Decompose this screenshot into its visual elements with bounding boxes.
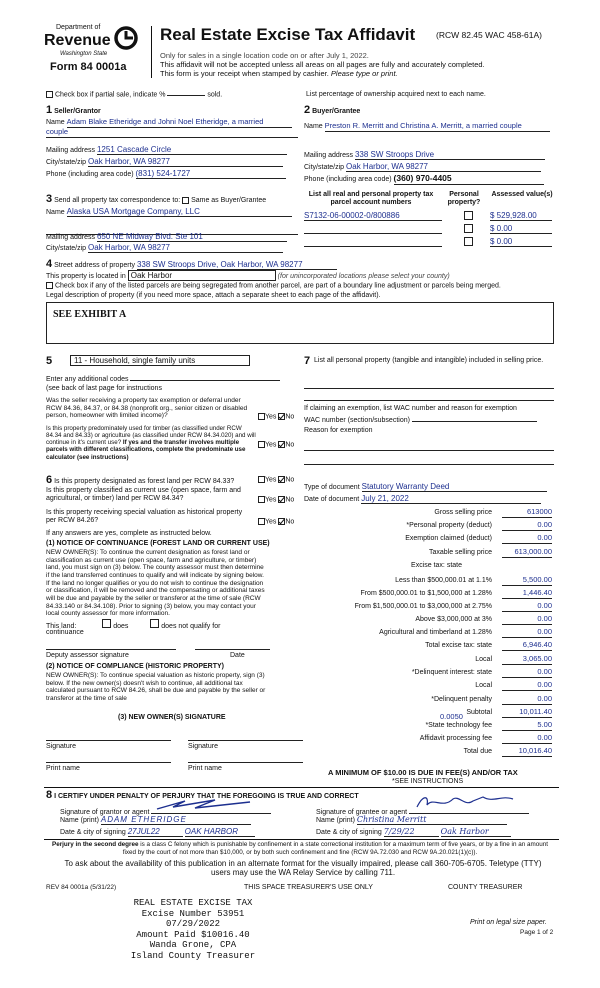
signature-label: Signature (46, 743, 76, 750)
this-land-row: This land: does does not qualify for (46, 619, 220, 631)
personal-property-list-label: List all personal property (tangible and intangible) included in selling price. (314, 357, 544, 364)
tax-row (312, 549, 552, 562)
grantee-date-field[interactable]: 7/29/22 (384, 827, 439, 837)
parcel-account-field[interactable]: S7132-06-00002-0/800886 (304, 211, 442, 221)
correspondence-city-row: City/state/zip Oak Harbor, WA 98277 (46, 243, 298, 253)
tax-row (312, 642, 552, 655)
seller-city-row: City/state/zip Oak Harbor, WA 98277 (46, 157, 298, 167)
continuance-label: continuance (46, 629, 84, 636)
see-instructions-note: *SEE INSTRUCTIONS (392, 778, 464, 785)
grantee-signature-mark (413, 793, 523, 813)
treasurer-stamp (108, 898, 278, 962)
stamp-line: 07/29/2022 (165, 919, 220, 930)
legal-paper-note: Print on legal size paper. (470, 919, 547, 926)
personal-property-checkbox[interactable] (464, 224, 473, 233)
assessed-value-field[interactable]: $ 0.00 (490, 224, 552, 234)
street-address-field[interactable]: 338 SW Stroops Drive, Oak Harbor, WA 98277 (137, 260, 337, 270)
personal-property-checkbox[interactable] (464, 237, 473, 246)
certify-statement: 8 I CERTIFY UNDER PENALTY OF PERJURY THAT THE FOREGOING IS TRUE AND CORRECT (46, 789, 359, 801)
tax-row-value[interactable]: 613000 (502, 508, 552, 518)
notice-compliance-title: (2) NOTICE OF COMPLIANCE (HISTORIC PROPERTY) (46, 663, 224, 670)
tax-row (312, 748, 552, 761)
tax-row-value[interactable]: 5,500.00 (502, 576, 552, 586)
tax-row-label: *Delinquent penalty (431, 696, 492, 703)
parcel-header-personal: Personal property? (447, 191, 481, 207)
header-note1: Only for sales in a single location code on or after July 1, 2022. (160, 51, 369, 60)
tax-row-label: Affidavit processing fee (419, 735, 492, 742)
forest-answer: Yes No (258, 476, 294, 484)
additional-codes-row: Enter any additional codes (46, 376, 280, 384)
stamp-line: Amount Paid $10016.40 (136, 929, 250, 940)
tax-row-value[interactable]: 6,946.40 (502, 641, 552, 651)
additional-codes-field[interactable] (130, 380, 280, 381)
tax-row-label: Local (475, 656, 492, 663)
exemption-reason-label: Reason for exemption (304, 427, 373, 434)
document-date-field[interactable]: July 21, 2022 (361, 494, 541, 504)
forest-question: 6 Is this property designated as forest land per RCW 84.33? (46, 474, 235, 486)
document-date-row: Date of document July 21, 2022 (304, 494, 541, 504)
tax-row-label: From $1,500,000.01 to $3,000,000 at 2.75% (354, 603, 492, 610)
seller-mailing-field[interactable]: 1251 Cascade Circle (97, 145, 287, 155)
footer-divider (44, 839, 559, 840)
correspondence-mailing-row: Mailing address 650 NE Midway Blvd. Ste 101 (46, 232, 298, 242)
current-use-yes-checkbox[interactable] (258, 496, 265, 503)
minimum-due-note: A MINIMUM OF $10.00 IS DUE IN FEE(S) AND/OR TAX (328, 768, 518, 777)
partial-sale-row (46, 91, 222, 99)
grantor-city-field[interactable]: OAK HARBOR (185, 827, 255, 837)
legal-description-field[interactable] (46, 302, 554, 344)
buyer-mailing-field[interactable]: 338 SW Stroops Drive (355, 150, 545, 160)
notice-compliance-text: NEW OWNER(S): To continue special valuation as historic property, sign (3) below. If the new owner(s) doesn't wish to continue, all additional tax calculated pursuant to RCW 84.26, shall be due and payable by the seller or transferor at the time of sale (46, 672, 266, 702)
if-yes-note: If any answers are yes, complete as instructed below. (46, 530, 212, 537)
historical-answer: Yes No (258, 518, 294, 526)
historical-no-checkbox[interactable] (278, 518, 285, 525)
exemption-reason-line[interactable] (304, 442, 554, 451)
seller-phone-row: Phone (including area code) (831) 524-1727 (46, 169, 298, 179)
segregated-checkbox[interactable] (46, 282, 53, 289)
partial-sale-pct-field[interactable] (167, 95, 205, 96)
timber-yes-checkbox[interactable] (258, 441, 265, 448)
assessed-value-field[interactable]: $ 529,928.00 (490, 211, 552, 221)
exemption-label: If claiming an exemption, list WAC number and reason for exemption (304, 405, 517, 412)
grantor-signature-row: Signature of grantor or agent (60, 803, 271, 817)
forest-yes-checkbox[interactable] (258, 476, 265, 483)
deferral-question: Was the seller receiving a property tax exemption or deferral under RCW 84.36, 84.37, or 84.38 (nonprofit org., senior citizen or disabled person, homeowner with limited income)? (46, 397, 248, 420)
wac-number-field[interactable] (412, 421, 537, 422)
tax-row-label: Total due (463, 748, 492, 755)
grantee-name-row: Name (print) Christina Merritt (316, 815, 507, 825)
grantor-date-row: Date & city of signing 27JUL22 OAK HARBOR (60, 827, 255, 837)
tax-row-value[interactable]: 10,016.40 (502, 747, 552, 757)
grantee-date-row: Date & city of signing 7/29/22 Oak Harbor (316, 827, 511, 837)
revenue-logo-icon (114, 26, 138, 50)
current-use-no-checkbox[interactable] (278, 496, 285, 503)
print-name-label: Print name (46, 765, 80, 772)
document-type-row: Type of document Statutory Warranty Deed (304, 482, 547, 492)
tax-row-value[interactable]: 0.00 (502, 521, 552, 531)
tax-row-value[interactable]: 0.00 (502, 534, 552, 544)
header-note2: This affidavit will not be accepted unless all areas on all pages are fully and accurately completed. (160, 60, 485, 69)
tax-row-value[interactable]: 3,065.00 (502, 655, 552, 665)
buyer-mailing-row: Mailing address 338 SW Stroops Drive (304, 150, 554, 160)
treasurer-space-label: THIS SPACE TREASURER'S USE ONLY (244, 884, 373, 891)
dept-line1: Department of (56, 24, 101, 31)
correspondence-mailing-field[interactable]: 650 NE Midway Blvd. Ste 101 (97, 232, 287, 242)
timber-question: Is this property predominately used for timber (as classified under RCW 84.34 and 84.33) or agriculture (as classified under RCW 84.34.020) and will continue in it's current use? If yes and the transfer involves multiple parcels with different classifications, complete the predominate use calculator (see instructions) (46, 425, 256, 461)
seller-city-field[interactable]: Oak Harbor, WA 98277 (88, 157, 283, 167)
seller-name-field[interactable]: Adam Blake Etheridge and Johni Noel Etheridge, a married (67, 118, 292, 128)
tax-row-label: Total excise tax: state (425, 642, 492, 649)
location-select[interactable]: Oak Harbor (128, 270, 276, 281)
tax-row-value[interactable]: 0.00 (502, 628, 552, 638)
tax-row-label: Local (475, 682, 492, 689)
tax-row-label: Exemption claimed (deduct) (405, 535, 492, 542)
seller-phone-field[interactable]: (831) 524-1727 (136, 169, 286, 179)
grantor-name-row: Name (print) ADAM ETHERIDGE (60, 815, 251, 825)
stamp-line: Excise Number 53951 (141, 908, 245, 919)
county-treasurer-label: COUNTY TREASURER (448, 884, 523, 891)
notice-continuance-title: (1) NOTICE OF CONTINUANCE (FOREST LAND OR CURRENT USE) (46, 540, 270, 547)
deputy-date-line[interactable] (195, 645, 270, 650)
tax-row-value[interactable]: 10,011.40 (502, 708, 552, 718)
land-does-not-checkbox[interactable] (150, 619, 159, 628)
correspondence-name-row: Name Alaska USA Mortgage Company, LLC (46, 207, 298, 217)
tax-row (312, 562, 552, 575)
buyer-name-field[interactable]: Preston R. Merritt and Christina A. Merritt, a married couple (325, 122, 550, 132)
buyer-phone-field[interactable]: (360) 970-4405 (394, 174, 544, 185)
header-note3: This form is your receipt when stamped by cashier. Please type or print. (160, 69, 398, 78)
parcel-row (304, 224, 554, 236)
parcel-account-field[interactable] (304, 237, 442, 247)
forest-no-checkbox[interactable] (278, 476, 285, 483)
tax-row-label: Taxable selling price (428, 549, 492, 556)
parcel-row (304, 211, 554, 223)
new-owner-signature-line[interactable] (46, 738, 171, 741)
stamp-line: Wanda Grone, CPA (149, 940, 237, 951)
revision-label: REV 84 0001a (5/31/22) (46, 884, 117, 891)
dept-state: Washington State (60, 51, 108, 57)
tax-row-label: From $500,000.01 to $1,500,000 at 1.28% (360, 590, 492, 597)
grantor-name-field[interactable]: ADAM ETHERIDGE (101, 815, 251, 825)
buyer-city-field[interactable]: Oak Harbor, WA 98277 (346, 162, 541, 172)
local-rate-value: 0.0050 (440, 712, 463, 721)
land-use-select[interactable]: 11 - Household, single family units (70, 355, 250, 366)
timber-answer: Yes No (258, 441, 294, 449)
personal-property-checkbox[interactable] (464, 211, 473, 220)
header-divider (151, 26, 152, 78)
tax-row-label: Excise tax: state (411, 562, 462, 569)
correspondence-city-field[interactable]: Oak Harbor, WA 98277 (88, 243, 283, 253)
seller-name-row: Name Adam Blake Etheridge and Johni Noel Etheridge, a married (46, 118, 298, 128)
print-name-line[interactable] (188, 760, 303, 763)
buyer-heading: 2 Buyer/Grantee (304, 104, 361, 116)
partial-sale-sold-label: sold. (207, 91, 223, 99)
grantee-name-field[interactable]: Christina Merritt (357, 815, 507, 825)
grantee-city-field[interactable]: Oak Harbor (441, 827, 511, 837)
land-does-checkbox[interactable] (102, 619, 111, 628)
page-number: Page 1 of 2 (520, 929, 554, 936)
tax-row-label: Less than $500,000.01 at 1.1% (395, 577, 492, 584)
section8-divider (44, 787, 559, 788)
form-number: Form 84 0001a (50, 61, 127, 73)
parcel-account-field[interactable] (304, 224, 442, 234)
deferral-answer: Yes No (258, 413, 294, 421)
parcel-row (304, 237, 554, 249)
deputy-date-label: Date (230, 652, 245, 659)
same-as-buyer-checkbox[interactable] (182, 197, 189, 204)
street-address-row: 4 Street address of property 338 SW Stroops Drive, Oak Harbor, WA 98277 (46, 258, 337, 271)
tax-row-value[interactable]: 0.00 (502, 602, 552, 612)
tax-row-label: *State technology fee (425, 722, 492, 729)
stamp-line: REAL ESTATE EXCISE TAX (133, 898, 253, 908)
tax-row-value[interactable]: 0.00 (502, 668, 552, 678)
deputy-signature-label: Deputy assessor signature (46, 652, 129, 659)
tax-row-label: *Delinquent interest: state (411, 669, 492, 676)
new-owner-signature-line[interactable] (188, 738, 303, 741)
personal-property-line[interactable] (304, 380, 554, 389)
print-name-line[interactable] (46, 760, 171, 763)
current-use-answer: Yes No (258, 496, 294, 504)
print-name-label: Print name (188, 765, 222, 772)
exemption-reason-line[interactable] (304, 456, 554, 465)
perjury-notice: Perjury in the second degree is a class C felony which is punishable by confinement in a state correctional institution for a maximum term of five years, or by a fine in an amount fixed by the court of not more than $10,000, or by both such confinement and fine (RCW 9A.72.030 and RCW 9A.20.021(1)(c)). (52, 841, 548, 856)
parcel-header-assessed: Assessed value(s) (491, 191, 553, 198)
tax-row (312, 682, 552, 695)
tax-row-label: Agricultural and timberland at 1.28% (379, 629, 492, 636)
segregated-row: Check box if any of the listed parcels are being segregated from another parcel, are part of a boundary line adjustment or parcels being merged. (46, 282, 501, 290)
form-title: Real Estate Excise Tax Affidavit (160, 25, 416, 44)
grantee-signature-row: Signature of grantee or agent (316, 803, 529, 817)
tax-row-label: Above $3,000,000 at 3% (415, 616, 492, 623)
section5-number: 5 (46, 355, 53, 367)
wac-number-row: WAC number (section/subsection) (304, 417, 537, 425)
deferral-yes-checkbox[interactable] (258, 413, 265, 420)
seller-heading: 1 Seller/Grantor (46, 104, 101, 116)
tax-row-label: *Personal property (deduct) (406, 522, 492, 529)
grantor-signature-mark (155, 797, 255, 813)
legal-description-label: Legal description of property (if you need more space, attach a separate sheet to each page of the affidavit). (46, 292, 381, 299)
current-use-question: Is this property classified as current use (open space, farm and agricultural, or timber) land per RCW 84.34? (46, 487, 241, 503)
historical-yes-checkbox[interactable] (258, 518, 265, 525)
tax-row-value[interactable]: 0.00 (502, 615, 552, 625)
deferral-no-checkbox[interactable] (278, 413, 285, 420)
alternate-format-notice: To ask about the availability of this publication in an alternate format for the visually impaired, please call 360-705-6705. Teletype (TTY) users may use the WA Relay Service by calling 711. (64, 859, 542, 878)
tax-row-label: Gross selling price (434, 509, 492, 516)
grantor-date-field[interactable]: 27JUL22 (128, 827, 183, 837)
correspondence-heading: 3 Send all property tax correspondence to: Same as Buyer/Grantee (46, 193, 267, 205)
tax-row-value[interactable]: 0.00 (502, 681, 552, 691)
parcel-header-list: List all real and personal property tax parcel account numbers (308, 191, 434, 207)
seller-name-field-line2[interactable]: couple (46, 128, 298, 138)
located-in-row: This property is located in Oak Harbor (for unincorporated locations please select your county) (46, 271, 450, 280)
correspondence-name-field[interactable]: Alaska USA Mortgage Company, LLC (67, 207, 292, 217)
historical-question: Is this property receiving special valuation as historical property per RCW 84.26? (46, 509, 243, 525)
seller-mailing-row: Mailing address 1251 Cascade Circle (46, 145, 298, 155)
dept-revenue: Revenue (44, 32, 111, 49)
tax-row-label: Subtotal (466, 709, 492, 716)
section7-number: 7 (304, 355, 311, 367)
signature-label: Signature (188, 743, 218, 750)
partial-sale-checkbox[interactable] (46, 91, 53, 98)
personal-property-line[interactable] (304, 392, 554, 401)
partial-sale-label: Check box if partial sale, indicate % (54, 91, 166, 99)
buyer-city-row: City/state/zip Oak Harbor, WA 98277 (304, 162, 554, 172)
buyer-phone-row: Phone (including area code) (360) 970-4405 (304, 174, 554, 185)
tax-row-value[interactable]: 5.00 (502, 721, 552, 731)
tax-row-value[interactable]: 613,000.00 (502, 548, 552, 558)
legal-description-value: SEE EXHIBIT A (53, 309, 127, 320)
timber-no-checkbox[interactable] (278, 441, 285, 448)
grantee-signature-field[interactable] (409, 803, 529, 814)
tax-row-value[interactable]: 0.00 (502, 695, 552, 705)
buyer-name-row: Name Preston R. Merritt and Christina A. Merritt, a married couple (304, 122, 554, 132)
tax-row-value[interactable]: 0.00 (502, 734, 552, 744)
rcw-reference: (RCW 82.45 WAC 458-61A) (436, 30, 542, 40)
new-owner-signature-title: (3) NEW OWNER(S) SIGNATURE (118, 714, 226, 721)
additional-codes-note: (see back of last page for instructions (46, 385, 162, 392)
grantor-signature-field[interactable] (151, 803, 271, 814)
notice-continuance-text: NEW OWNER(S): To continue the current designation as forest land or classification as current use (open space, farm and agriculture, or timber) land, you must sign on (3) below. The county assessor must then determine if the land transferred continues to qualify and will indicate by signing below. If the land no longer qualifies or you do not wish to continue the designation or classification, it will be removed and the compensating or additional taxes will be due and payable by the seller or transferor at the time of sale (RCW 84.33.140 or 84.34.108). Prior to signing (3) below, you may contact your local county assessor for more information. (46, 549, 265, 618)
document-type-field[interactable]: Statutory Warranty Deed (362, 482, 547, 492)
assessed-value-field[interactable]: $ 0.00 (490, 237, 552, 247)
list-percentage-note: List percentage of ownership acquired next to each name. (306, 91, 486, 98)
tax-row-value[interactable]: 1,446.40 (502, 589, 552, 599)
stamp-line: Island County Treasurer (130, 951, 256, 962)
deputy-signature-line[interactable] (46, 645, 176, 650)
